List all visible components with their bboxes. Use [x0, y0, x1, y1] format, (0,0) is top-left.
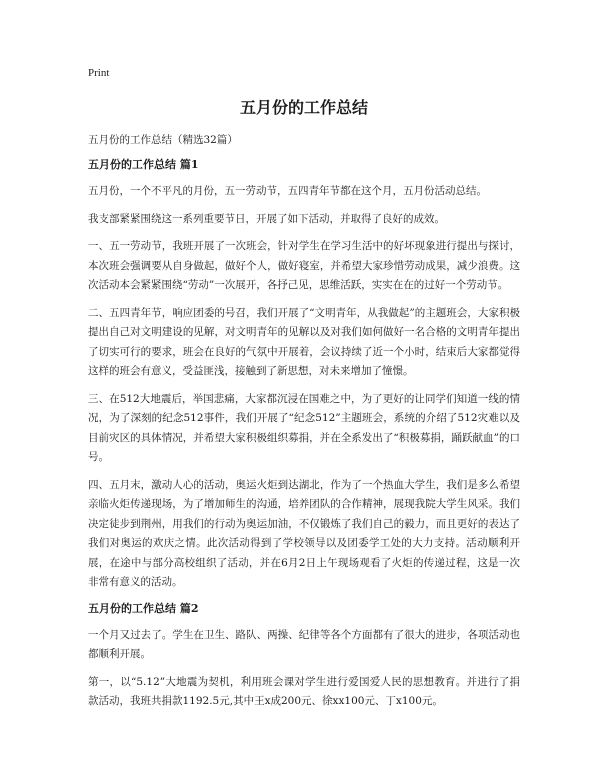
document-title: 五月份的工作总结 — [239, 98, 368, 117]
print-link[interactable]: Print — [88, 67, 110, 79]
paragraph: 五月份，一个不平凡的月份，五一劳动节，五四青年节都在这个月，五月份活动总结。 — [88, 185, 487, 197]
paragraph: 一、五一劳动节，我班开展了一次班会，针对学生在学习生活中的好坏现象进行提出与探讨，本次班会强调要从自身做起，做好个人，做好寝室，并希望大家珍惜劳动成果，减少浪费。这次活动本会紧紧围绕“劳动”一次展开，各抒己见，思维活跃，实实在在的过好一个劳动节。 — [88, 240, 520, 291]
document-page — [88, 66, 520, 720]
section-heading: 五月份的工作总结 篇2 — [88, 601, 199, 615]
section-heading: 五月份的工作总结 篇1 — [88, 158, 199, 171]
section-2 — [88, 601, 520, 712]
paragraph: 二、五四青年节，响应团委的号召，我们开展了“文明青年，从我做起”的主题班会，大家积极提出自己对文明建设的见解，对文明青年的见解以及对我们如何做好一名合格的文明青年提出了切实可行的要求，班会在良好的气氛中开展着，会议持续了近一个小时，结束后大家都觉得这样的班会有意义，受益匪浅，接触到了新思想，对未来增加了憧憬。 — [88, 306, 520, 377]
document-subtitle: 五月份的工作总结（精选32篇） — [88, 134, 238, 146]
paragraph: 一个月又过去了。学生在卫生、路队、两操、纪律等各个方面都有了很大的进步，各项活动也都顺利开展。 — [88, 628, 520, 660]
section-1 — [88, 157, 520, 593]
paragraph: 我支部紧紧围绕这一系列重要节日，开展了如下活动，并取得了良好的成效。 — [88, 212, 445, 225]
paragraph: 四、五月末，激动人心的活动，奥运火炬到达湖北，作为了一个热血大学生，我们是多么希望亲临火炬传递现场，为了增加师生的沟通，培养团队的合作精神，展现我院大学生风采。我们决定徒步到荆州，用我们的行动为奥运加油，不仅锻炼了我们自己的毅力，而且更好的表达了我们对奥运的欢庆之情。此次活动得到了学校领导以及团委学工处的大力支持。活动顺利开展，在途中与部分高校组织了活动，并在6月2日上午现场观看了火炬的传递过程，这是一次非常有意义的活动。 — [88, 478, 520, 588]
paragraph: 三、在512大地震后，举国悲痛，大家都沉浸在国难之中，为了更好的让同学们知道一线的情况，为了深刻的纪念512事件，我们开展了“纪念512”主题班会，系统的介绍了512灾难以及目前灾区的具体情况，并希望大家积极组织募捐，并在全系发出了“积极募捐，踊跃献血”的口号。 — [88, 392, 520, 463]
paragraph: 第一，以“5.12”大地震为契机，利用班会课对学生进行爱国爱人民的思想教育。并进行了捐款活动，我班共捐款1192.5元,其中王x成200元、徐xx100元、丁x100元。 — [88, 675, 520, 707]
